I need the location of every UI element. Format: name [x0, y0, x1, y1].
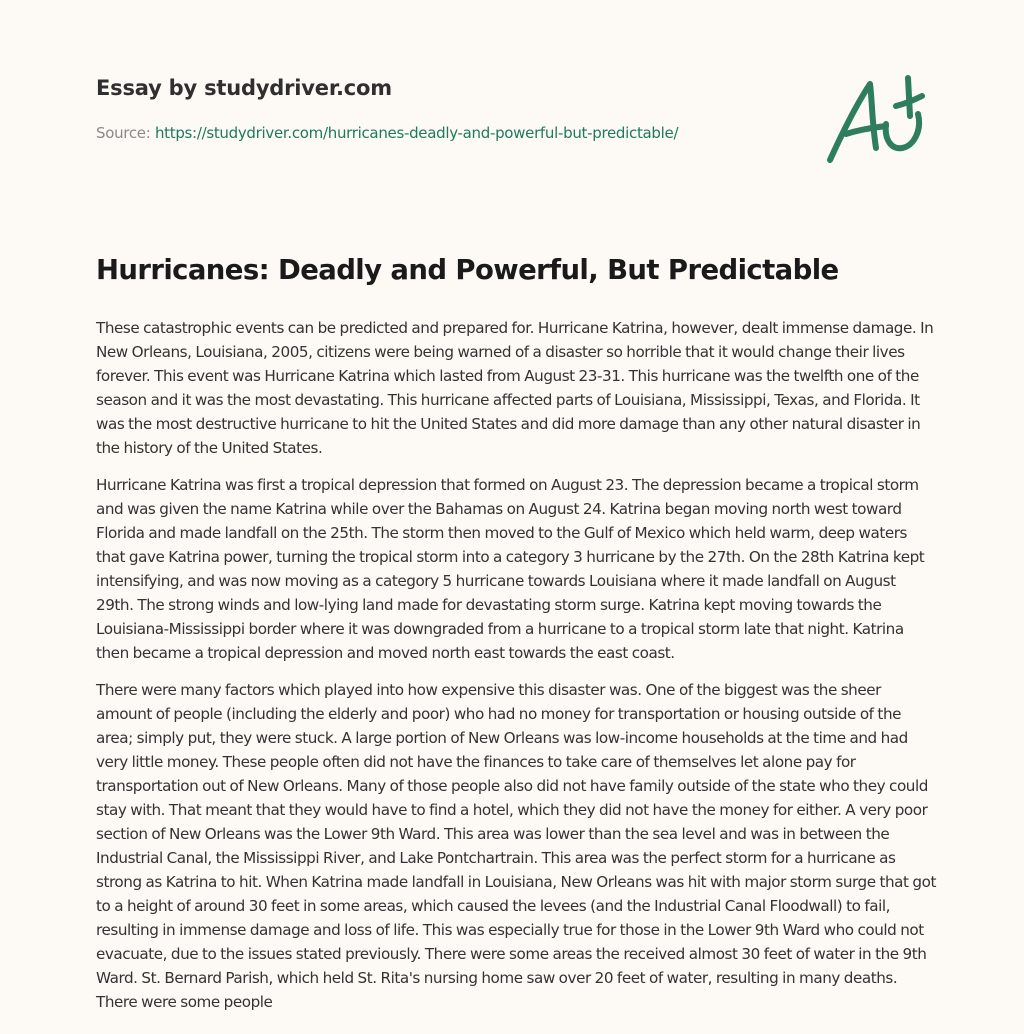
- essay-body: [96, 316, 936, 1027]
- essay-title: Hurricanes: Deadly and Powerful, But Predictable: [96, 254, 839, 286]
- site-title: Essay by studydriver.com: [96, 76, 392, 100]
- essay-paragraph: These catastrophic events can be predicted and prepared for. Hurricane Katrina, however, dealt immense damage. In New Orleans, Louisiana, 2005, citizens were being warned of a disaster so horrible that it would change their lives forever. This event was Hurricane Katrina which lasted from August 23-31. This hurricane was the twelfth one of the season and it was the most devastating. This hurricane affected parts of Louisiana, Mississippi, Texas, and Florida. It was the most destructive hurricane to hit the United States and did more damage than any other natural disaster in the history of the United States.: [96, 319, 934, 457]
- source-label: Source:: [96, 124, 151, 142]
- source-line: [96, 124, 796, 142]
- source-link[interactable]: https://studydriver.com/hurricanes-deadly-and-powerful-but-predictable/: [154, 124, 679, 142]
- essay-paragraph: There were many factors which played into how expensive this disaster was. One of the biggest was the sheer amount of people (including the elderly and poor) who had no money for transportation or housing outside of the area; simply put, they were stuck. A large portion of New Orleans was low-income households at the time and had very little money. These people often did not have the finances to take care of themselves let alone pay for transportation out of New Orleans. Many of those people also did not have family outside of the state who they could stay with. That meant that they would have to find a hotel, which they did not have the money for either. A very poor section of New Orleans was the Lower 9th Ward. This area was lower than the sea level and was in between the Industrial Canal, the Mississippi River, and Lake Pontchartrain. This area was the perfect storm for a hurricane as strong as Katrina to hit. When Katrina made landfall in Louisiana, New Orleans was hit with major storm surge that got to a height of around 30 feet in some areas, which caused the levees (and the Industrial Canal Floodwall) to fail, resulting in immense damage and loss of life. This was especially true for those in the Lower 9th Ward who could not evacuate, due to the issues stated previously. There were some areas the received almost 30 feet of water in the 9th Ward. St. Bernard Parish, which held St. Rita's nursing home saw over 20 feet of water, resulting in many deaths. There were some people: [96, 681, 936, 1011]
- page-header: [96, 76, 796, 142]
- a-plus-grade-icon: [822, 68, 932, 168]
- essay-paragraph: Hurricane Katrina was first a tropical depression that formed on August 23. The depression became a tropical storm and was given the name Katrina while over the Bahamas on August 24. Katrina began moving north west toward Florida and made landfall on the 25th. The storm then moved to the Gulf of Mexico which held warm, deep waters that gave Katrina power, turning the tropical storm into a category 3 hurricane by the 27th. On the 28th Katrina kept intensifying, and was now moving as a category 5 hurricane towards Louisiana where it made landfall on August 29th. The strong winds and low-lying land made for devastating storm surge. Katrina kept moving towards the Louisiana-Mississippi border where it was downgraded from a hurricane to a tropical storm late that night. Katrina then became a tropical depression and moved north east towards the east coast.: [96, 476, 925, 662]
